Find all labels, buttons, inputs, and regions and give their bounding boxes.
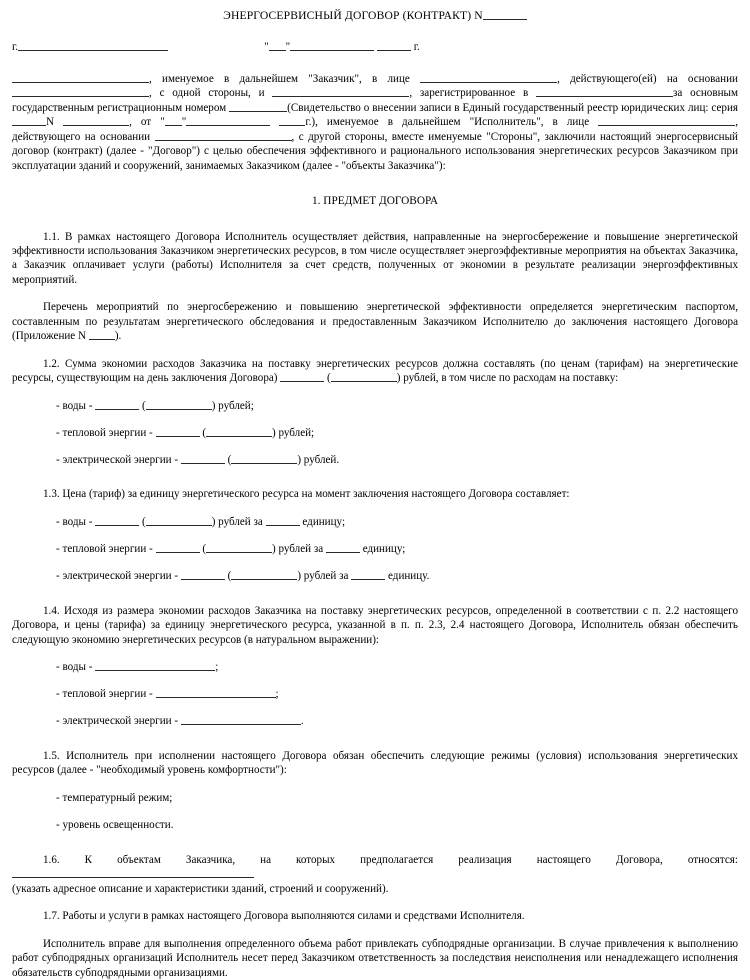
paren-open: ( <box>142 515 146 528</box>
clause-1-7-paragraph-2: Исполнитель вправе для выполнения определенного объема работ привлекать субподрядные организации. В случае привлечения к выполнению работ субподрядных организаций Исполнитель несет перед Заказчиком ответственность за последствия неисполнения или ненадлежащего исполнения обязательств субподрядными организациями. <box>12 937 738 979</box>
list-item <box>56 687 738 701</box>
resource-label: - электрической энергии - <box>56 715 179 728</box>
terminator: ; <box>275 688 279 701</box>
resource-label: - тепловой энергии - <box>56 688 153 701</box>
list-item <box>56 453 738 467</box>
resource-label: - электрической энергии - <box>56 453 179 466</box>
contractor-name-blank[interactable] <box>272 88 409 98</box>
resource-label: - воды - <box>56 515 93 528</box>
clause-1-3-paragraph: 1.3. Цена (тариф) за единицу энергетического ресурса на момент заключения настоящего Договора составляет: <box>43 488 570 501</box>
amount-digits-blank[interactable] <box>181 454 225 464</box>
resource-label: - тепловой энергии - <box>56 542 153 555</box>
tariff-digits-blank[interactable] <box>156 543 200 553</box>
list-item <box>56 660 738 674</box>
preamble-text-f: (Свидетельство о внесении записи в Единый государственный реестр юридических лиц: серия <box>287 101 739 114</box>
unit-blank[interactable] <box>266 516 300 526</box>
date-quote-open: " <box>264 41 269 54</box>
unit-blank[interactable] <box>351 570 385 580</box>
preamble-text-i: " <box>181 116 187 129</box>
clause-1-6-text: 1.6. К объектам Заказчика, на которых предполагается реализация настоящего Договора, относятся: <box>43 853 738 866</box>
tariff-mid: ) рублей за <box>297 569 349 582</box>
unit-label: единицу. <box>388 569 430 582</box>
amount-digits-blank[interactable] <box>156 427 200 437</box>
objects-description-blank[interactable] <box>12 869 254 879</box>
preamble-text-k: , действующего на основании <box>12 116 739 143</box>
list-item <box>56 515 738 529</box>
appendix-number-blank[interactable] <box>89 331 115 341</box>
savings-amount-words-blank[interactable] <box>331 373 397 383</box>
date-day-blank[interactable] <box>269 42 286 52</box>
tariff-mid: ) рублей за <box>272 542 324 555</box>
natural-savings-blank[interactable] <box>95 661 215 671</box>
natural-savings-blank[interactable] <box>156 688 276 698</box>
clause-1-2-paragraph <box>12 357 738 386</box>
city-blank[interactable] <box>18 42 168 52</box>
unit-label: единицу; <box>302 515 346 528</box>
contractor-basis-blank[interactable] <box>155 131 292 141</box>
certificate-series-blank[interactable] <box>12 117 46 127</box>
tariff-words-blank[interactable] <box>146 516 212 526</box>
section-1-heading: 1. ПРЕДМЕТ ДОГОВОРА <box>312 195 438 208</box>
list-item <box>56 542 738 556</box>
paren-open: ( <box>227 569 232 582</box>
list-item <box>56 426 738 440</box>
paren-open: ( <box>202 542 207 555</box>
clause-1-5-paragraph: 1.5. Исполнитель при исполнении настоящего Договора обязан обеспечить следующие режимы (условия) использования энергетических ресурсов (далее - "необходимый уровень комфортности"): <box>12 750 738 777</box>
preamble-text-e: за основным государственным регистрационным номером <box>12 87 738 114</box>
preamble-text-d: , зарегистрированное в <box>409 87 529 100</box>
clause-1-2-paren-open: ( <box>327 372 331 385</box>
tariff-words-blank[interactable] <box>231 570 297 580</box>
registration-place-blank[interactable] <box>536 88 673 98</box>
list-item: - температурный режим; <box>56 791 173 804</box>
paren-close: ) рублей; <box>211 399 254 412</box>
terminator: ; <box>215 661 219 674</box>
paren-close: ) рублей. <box>297 453 340 466</box>
preamble-text-l: , с другой стороны, вместе именуемые "Стороны", заключили настоящий энергосервисный договор (контракт) (далее - "Договор") с целью обеспечения эффективного и рационального использования энергетических ресурсов Заказчиком при эксплуатации зданий и сооружений, занимаемых Заказчиком (далее - "объекты Заказчика"): <box>12 130 738 172</box>
customer-name-blank[interactable] <box>12 73 149 83</box>
ogrn-blank[interactable] <box>229 102 287 112</box>
date-suffix: г. <box>413 41 420 54</box>
clause-1-7-paragraph: 1.7. Работы и услуги в рамках настоящего Договора выполняются силами и средствами Исполнителя. <box>43 910 525 923</box>
clause-1-1-p2-text: Перечень мероприятий по энергосбережению и повышению энергетической эффективности определяется энергетическим паспортом, составленным по результатам энергетического обследования и предоставленным Заказчиком Исполнителю до заключения настоящего Договора (Приложение N <box>12 301 738 343</box>
amount-words-blank[interactable] <box>146 400 212 410</box>
savings-amount-digits-blank[interactable] <box>280 373 324 383</box>
resource-label: - воды - <box>56 661 93 674</box>
paren-open: ( <box>227 453 232 466</box>
certificate-year-blank[interactable] <box>279 117 305 127</box>
clause-1-1-p2-close: ). <box>114 330 122 343</box>
paren-open: ( <box>202 426 207 439</box>
preamble-text-c: , с одной стороны, и <box>149 87 265 100</box>
resource-label: - электрической энергии - <box>56 569 179 582</box>
clause-1-2-text: 1.2. Сумма экономии расходов Заказчика на поставку энергетических ресурсов должна составлять (по ценам (тарифам) на энергетические ресурсы, существующим на день заключения Договора) <box>12 357 738 385</box>
clause-1-1-paragraph: 1.1. В рамках настоящего Договора Исполнитель осуществляет действия, направленные на энергосбережение и повышение энергетической эффективности использования Заказчиком энергетических ресурсов, в том числе осуществляет энергоэффективные мероприятия на объектах Заказчика, а Заказчик оплачивает услуги (работы) Исполнителя за счет средств, полученных от экономии в результате реализации энергоэффективных мероприятий. <box>12 230 738 286</box>
amount-words-blank[interactable] <box>206 427 272 437</box>
clause-1-1-paragraph-2 <box>12 300 738 343</box>
page-title <box>12 9 738 23</box>
paren-close: ) рублей; <box>272 426 315 439</box>
unit-blank[interactable] <box>326 543 360 553</box>
certificate-number-blank[interactable] <box>63 117 129 127</box>
amount-words-blank[interactable] <box>231 454 297 464</box>
amount-digits-blank[interactable] <box>95 400 139 410</box>
customer-basis-blank[interactable] <box>12 88 149 98</box>
city-label: г. <box>12 41 19 54</box>
preamble-text-a: , именуемое в дальнейшем "Заказчик", в лице <box>149 72 410 85</box>
document-title-text: ЭНЕРГОСЕРВИСНЫЙ ДОГОВОР (КОНТРАКТ) N <box>223 9 483 22</box>
city-date-line <box>12 40 738 54</box>
clause-1-6-hint: (указать адресное описание и характеристики зданий, строений и сооружений). <box>12 882 389 895</box>
natural-savings-blank[interactable] <box>181 715 301 725</box>
preamble-text-g: N <box>46 116 55 129</box>
list-item <box>56 569 738 583</box>
unit-label: единицу; <box>362 542 406 555</box>
list-item: - уровень освещенности. <box>56 818 174 831</box>
list-item <box>56 714 738 728</box>
customer-representative-blank[interactable] <box>420 73 557 83</box>
list-item <box>56 399 738 413</box>
resource-label: - воды - <box>56 399 93 412</box>
preamble-paragraph <box>12 72 738 173</box>
preamble-text-j: г.), именуемое в дальнейшем "Исполнитель", в лице <box>305 116 590 129</box>
tariff-digits-blank[interactable] <box>181 570 225 580</box>
date-month-blank[interactable] <box>290 42 374 52</box>
certificate-month-blank[interactable] <box>186 117 270 127</box>
paren-open: ( <box>142 399 146 412</box>
contractor-representative-blank[interactable] <box>598 117 735 127</box>
date-year-blank[interactable] <box>377 42 411 52</box>
date-quote-close: " <box>285 41 291 54</box>
resource-label: - тепловой энергии - <box>56 426 153 439</box>
terminator: . <box>300 715 304 728</box>
clause-1-4-paragraph: 1.4. Исходя из размера экономии расходов Заказчика на поставку энергетических ресурсов, определенной в соответствии с п. 2.2 настоящего Договора, и цены (тарифа) за единицу энергетического ресурса, указанной в п. п. 2.3, 2.4 настоящего Договора, Исполнитель обязан обеспечить следующую экономию энергетических ресурсов (в натуральном выражении): <box>12 604 738 646</box>
preamble-text-b: , действующего(ей) на основании <box>557 72 738 85</box>
tariff-mid: ) рублей за <box>211 515 263 528</box>
certificate-day-blank[interactable] <box>165 117 182 127</box>
tariff-words-blank[interactable] <box>206 543 272 553</box>
clause-1-6-paragraph <box>12 853 738 882</box>
preamble-text-h: , от " <box>129 116 165 129</box>
clause-1-2-close: ) рублей, в том числе по расходам на поставку: <box>396 372 619 385</box>
tariff-digits-blank[interactable] <box>95 516 139 526</box>
contract-number-blank[interactable] <box>483 10 527 20</box>
